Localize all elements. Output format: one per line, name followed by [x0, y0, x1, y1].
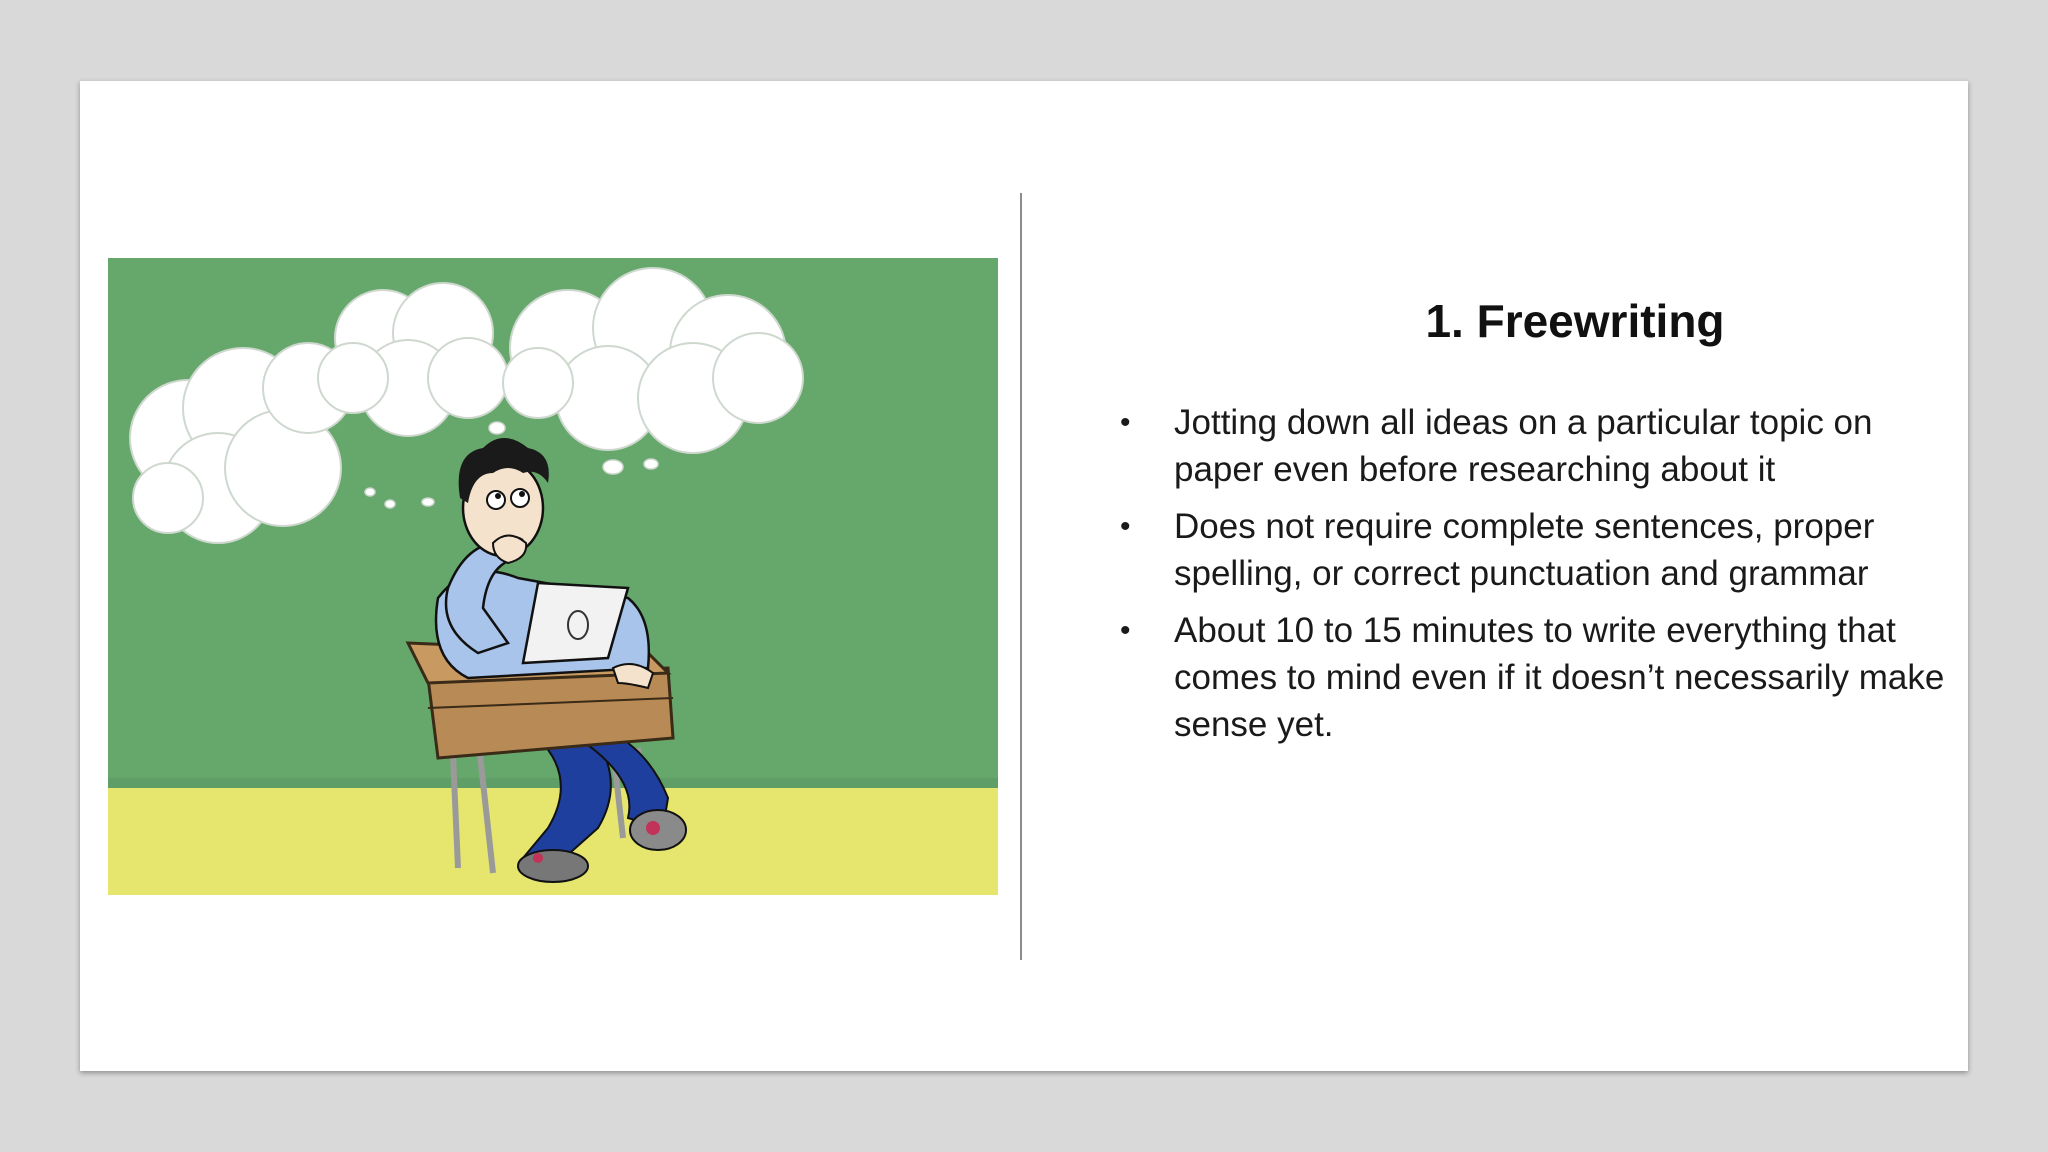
- bullet-text: Jotting down all ideas on a particular topic on paper even before researching about it: [1174, 403, 1873, 489]
- thought-cloud-middle: [318, 283, 508, 436]
- bullet-dot-icon: •: [1120, 614, 1131, 647]
- bullet-item: [1100, 503, 1960, 597]
- slide: [80, 81, 1968, 1071]
- bullet-item: [1100, 607, 1960, 748]
- shoe: [518, 850, 588, 882]
- thinking-student-icon: [108, 258, 998, 895]
- bullet-list: [1100, 399, 1960, 758]
- thinking-student-illustration: [108, 258, 998, 895]
- vertical-divider: [1020, 193, 1022, 960]
- bullet-text: About 10 to 15 minutes to write everything that comes to mind even if it doesn’t necessarily make sense yet.: [1174, 611, 1945, 744]
- bullet-item: [1100, 399, 1960, 493]
- bullet-dot-icon: •: [1120, 510, 1131, 543]
- bullet-text: Does not require complete sentences, proper spelling, or correct punctuation and grammar: [1174, 507, 1875, 593]
- bullet-dot-icon: •: [1120, 406, 1131, 439]
- slide-title: 1. Freewriting: [1425, 295, 1725, 347]
